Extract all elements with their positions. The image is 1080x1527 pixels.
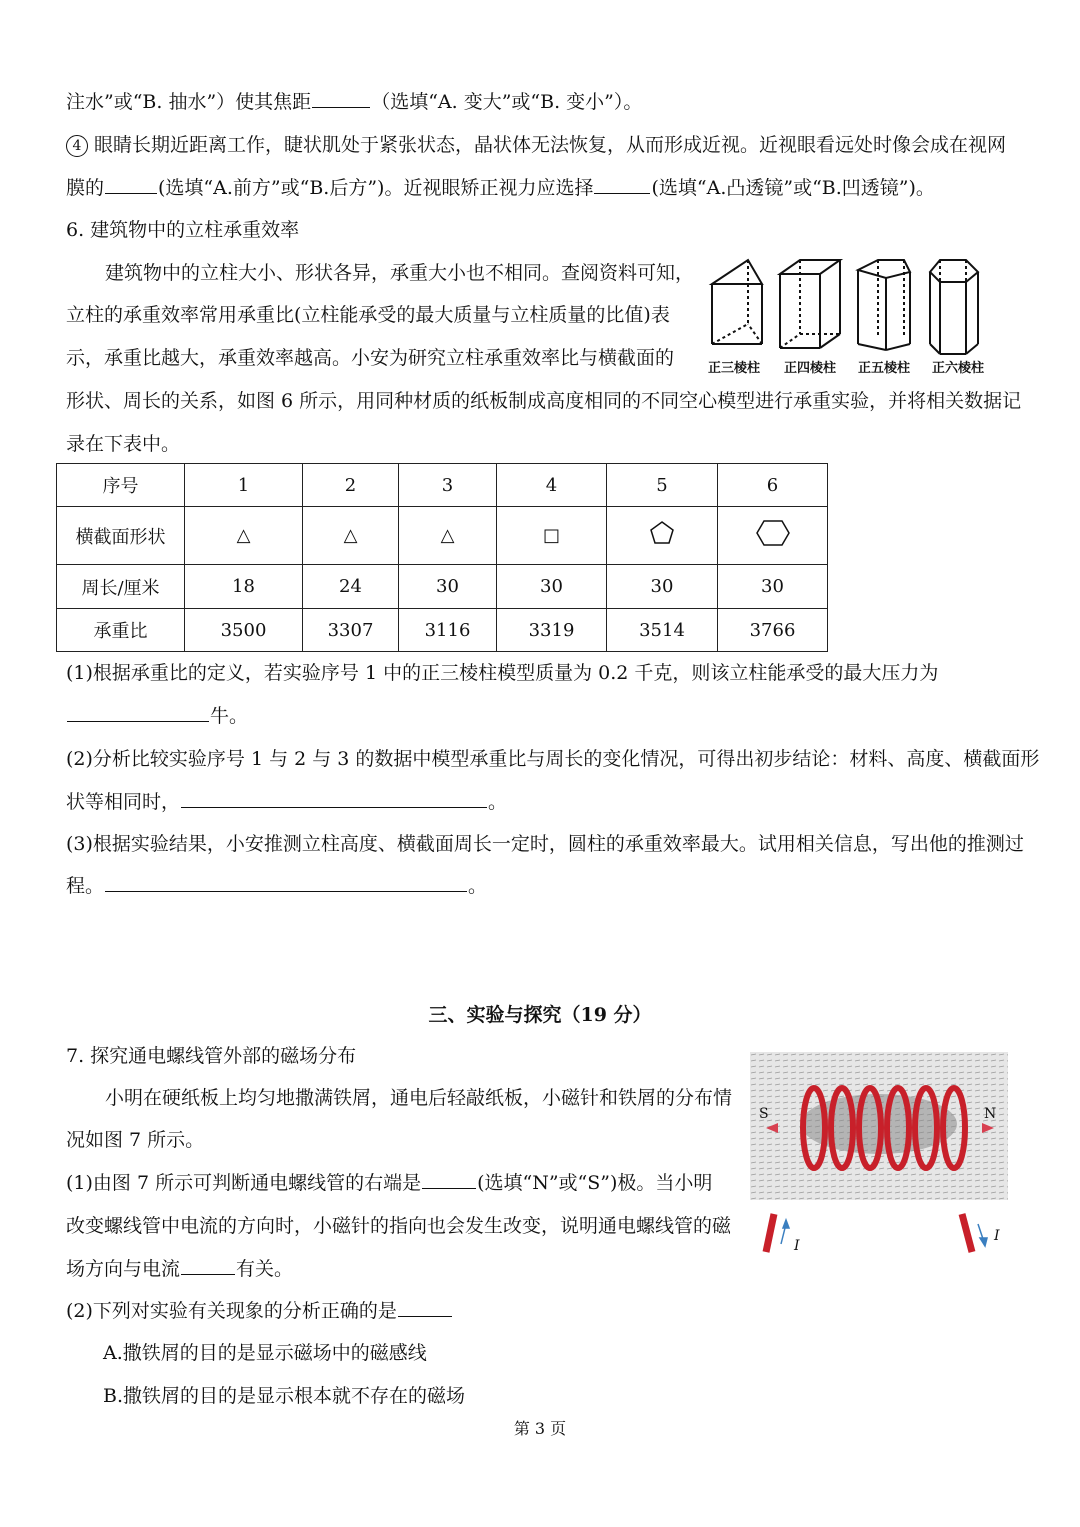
q7-title: 7. 探究通电螺线管外部的磁场分布 <box>66 1045 357 1067</box>
table-row <box>57 609 828 652</box>
q6-text: 。 <box>468 875 488 897</box>
q7-text: 场方向与电流 <box>66 1258 181 1280</box>
data-table <box>56 463 828 652</box>
q7-sub2 <box>66 1298 453 1324</box>
answer-blank[interactable] <box>422 1170 476 1189</box>
q6-sub3: (3)根据实验结果，小安推测立柱高度、横截面周长一定时，圆柱的承重效率最大。试用相关信息，写出他的推测过 <box>66 833 1024 855</box>
q7-text: 有关。 <box>236 1258 294 1280</box>
q6-sub3-cont <box>66 873 487 899</box>
table-cell: 18 <box>185 565 303 609</box>
table-cell: △ <box>303 507 399 565</box>
q5-text: 膜的 <box>66 177 105 199</box>
q7-sub1-end <box>66 1256 293 1282</box>
q6-para-line: 立柱的承重效率常用承重比(立柱能承受的最大质量与立柱质量的比值)表 <box>66 304 670 326</box>
q6-text: 程。 <box>66 875 105 897</box>
triangular-prism-icon <box>712 260 762 344</box>
table-cell: 1 <box>185 464 303 507</box>
table-cell: 24 <box>303 565 399 609</box>
table-cell: 30 <box>399 565 497 609</box>
pole-label: S <box>759 1106 769 1122</box>
q7-text: (选填“N”或“S”)极。当小明 <box>477 1172 713 1194</box>
q6-text: 状等相同时， <box>66 791 181 813</box>
table-cell: 3514 <box>607 609 718 652</box>
q5-text: (选填“A.前方”或“B.后方”)。近视眼矫正视力应选择 <box>158 177 594 199</box>
q5-line-1 <box>66 89 642 115</box>
hexagonal-prism-icon <box>930 260 978 354</box>
table-row <box>57 507 828 565</box>
table-cell: 3500 <box>185 609 303 652</box>
option-a[interactable]: A.撒铁屑的目的是显示磁场中的磁感线 <box>103 1342 427 1364</box>
section-heading: 三、实验与探究（19 分） <box>428 1004 652 1026</box>
figure-label: 正六棱柱 <box>932 361 985 376</box>
table-cell: △ <box>399 507 497 565</box>
q6-sub2: (2)分析比较实验序号 1 与 2 与 3 的数据中模型承重比与周长的变化情况，可得出初步结论：材料、高度、横截面形 <box>66 748 1040 770</box>
table-cell: 4 <box>497 464 607 507</box>
row-header: 横截面形状 <box>57 507 185 565</box>
table-cell: 3116 <box>399 609 497 652</box>
q5-text: 眼睛长期近距离工作，睫状肌处于紧张状态，晶状体无法恢复，从而形成近视。近视眼看远处时像会成在视网 <box>94 134 1007 156</box>
page-number: 第 3 页 <box>513 1419 567 1438</box>
option-b[interactable]: B.撒铁屑的目的是显示根本就不存在的磁场 <box>103 1385 466 1407</box>
q6-title: 6. 建筑物中的立柱承重效率 <box>66 219 300 241</box>
hexagon-icon <box>755 518 791 548</box>
table-cell: 3 <box>399 464 497 507</box>
q6-text: 。 <box>488 791 508 813</box>
table-cell: 5 <box>607 464 718 507</box>
answer-blank[interactable] <box>312 89 370 108</box>
q6-sub2-cont <box>66 789 507 815</box>
table-cell: △ <box>185 507 303 565</box>
q6-para-line: 录在下表中。 <box>66 433 181 455</box>
answer-blank[interactable] <box>67 703 209 722</box>
q6-text: 牛。 <box>210 705 249 727</box>
q5-line-2 <box>66 132 1006 158</box>
circled-number: 4 <box>66 135 88 157</box>
table-cell <box>607 507 718 565</box>
q7-text: (1)由图 7 所示可判断通电螺线管的右端是 <box>66 1172 422 1194</box>
current-label: I <box>794 1238 800 1254</box>
q6-sub1-cont <box>66 703 248 729</box>
solenoid-figure <box>750 1052 1008 1257</box>
pole-label: N <box>984 1106 997 1122</box>
figure-label: 正三棱柱 <box>708 361 761 376</box>
table-cell: 30 <box>718 565 828 609</box>
table-cell: 3319 <box>497 609 607 652</box>
q7-sub1 <box>66 1170 712 1196</box>
square-prism-icon <box>780 260 840 348</box>
answer-blank[interactable] <box>181 1256 235 1275</box>
q5-text: （选填“A. 变大”或“B. 变小”）。 <box>371 91 643 113</box>
q6-para-line: 形状、周长的关系，如图 6 所示，用同种材质的纸板制成高度相同的不同空心模型进行承重实验，并将相关数据记 <box>66 390 1022 412</box>
pentagon-icon <box>648 519 676 547</box>
table-cell: □ <box>497 507 607 565</box>
table-cell: 2 <box>303 464 399 507</box>
q7-text: (2)下列对实验有关现象的分析正确的是 <box>66 1300 397 1322</box>
q6-sub1: (1)根据承重比的定义，若实验序号 1 中的正三棱柱模型质量为 0.2 千克，则该立柱能承受的最大压力为 <box>66 662 939 684</box>
q5-text: 注水”或“B. 抽水”）使其焦距 <box>66 91 312 113</box>
table-cell: 6 <box>718 464 828 507</box>
table-cell <box>718 507 828 565</box>
answer-blank[interactable] <box>398 1298 452 1317</box>
q5-text: (选填“A.凸透镜”或“B.凹透镜”)。 <box>651 177 935 199</box>
q7-para-line: 小明在硬纸板上均匀地撒满铁屑，通电后轻敲纸板，小磁针和铁屑的分布情 <box>105 1087 733 1109</box>
pentagonal-prism-icon <box>858 260 910 350</box>
table-row <box>57 464 828 507</box>
row-header: 序号 <box>57 464 185 507</box>
figure-label: 正四棱柱 <box>784 361 837 376</box>
table-row <box>57 565 828 609</box>
q6-para-line: 建筑物中的立柱大小、形状各异，承重大小也不相同。查阅资料可知， <box>105 262 695 284</box>
q7-para-line: 况如图 7 所示。 <box>66 1129 205 1151</box>
row-header: 承重比 <box>57 609 185 652</box>
table-cell: 3766 <box>718 609 828 652</box>
q7-sub1-cont: 改变螺线管中电流的方向时，小磁针的指向也会发生改变，说明通电螺线管的磁 <box>66 1215 732 1237</box>
prism-figure <box>698 244 1018 379</box>
figure-label: 正五棱柱 <box>858 361 911 376</box>
table-cell: 3307 <box>303 609 399 652</box>
q5-line-3 <box>66 175 935 201</box>
answer-blank[interactable] <box>105 873 467 892</box>
table-cell: 30 <box>607 565 718 609</box>
current-label: I <box>994 1228 1000 1244</box>
q6-para-line: 示，承重比越大，承重效率越高。小安为研究立柱承重效率比与横截面的 <box>66 347 675 369</box>
row-header: 周长/厘米 <box>57 565 185 609</box>
answer-blank[interactable] <box>181 789 487 808</box>
answer-blank[interactable] <box>105 175 157 194</box>
table-cell: 30 <box>497 565 607 609</box>
answer-blank[interactable] <box>594 175 650 194</box>
